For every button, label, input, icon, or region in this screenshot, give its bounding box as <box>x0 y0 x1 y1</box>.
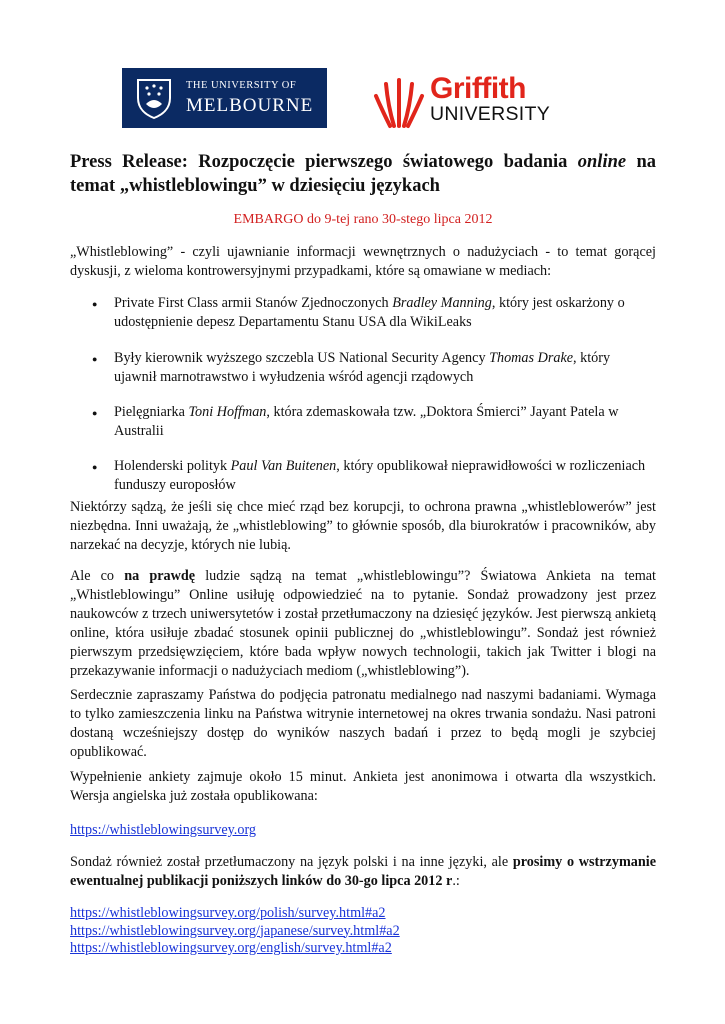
bullet-text: , który ujawnił marnotrawstwo i wyłudzenia wśród agencji rządowych <box>114 350 611 385</box>
intro-paragraph: „Whistleblowing” - czyli ujawnianie informacji wewnętrznych o nadużyciach - to temat gorącej dyskusji, z wieloma kontrowersyjnymi przypadkami, które są omawiane w mediach: <box>70 244 656 279</box>
paragraph-duration: Wypełnienie ankiety zajmuje około 15 minut. Ankieta jest anonimowa i otwarta dla wszystkich. Wersja angielska już została opublikowana: <box>70 769 656 804</box>
griffith-line1: Griffith <box>430 72 526 105</box>
paragraph-opinions: Niektórzy sądzą, że jeśli się chce mieć rząd bez korupcji, to ochrona prawna „whistleblowerów” jest niezbędna. Inni uważają, że „whistleblowing” to głównie sposób, dla biurokratów i pracowników, aby narzekać na decyzje, których nie lubią. <box>70 499 656 553</box>
griffith-line2: UNIVERSITY <box>430 103 551 125</box>
bullet-text: , która zdemaskowała tzw. „Doktora Śmierci” Jayant Patela w Australii <box>114 404 619 439</box>
melbourne-line1: THE UNIVERSITY OF <box>186 80 297 92</box>
bullet-text: , który opublikował nieprawidłowości w rozliczeniach funduszy europosłów <box>114 458 646 493</box>
polish-survey-link[interactable]: https://whistleblowingsurvey.org/polish/survey.html#a2 <box>70 905 386 921</box>
logos <box>122 62 572 132</box>
para5-post: .: <box>452 873 460 889</box>
griffith-flame-icon <box>372 76 426 130</box>
para5-bold: prosimy o wstrzymanie ewentualnej publikacji poniższych linków do 30-go lipca 2012 r <box>70 854 656 889</box>
main-survey-link[interactable]: https://whistleblowingsurvey.org <box>70 822 257 838</box>
page-title <box>70 150 656 198</box>
para5-pre: Sondaż również został przetłumaczony na język polski i na inne języki, ale <box>70 854 513 870</box>
list-item <box>114 294 654 332</box>
paragraph-patronage: Serdecznie zapraszamy Państwa do podjęcia patronatu medialnego nad naszymi badaniami. Wymaga to tylko zamieszczenia linku na Państwa witrynie internetowej na okres trwania sondażu. Nasi patroni dostaną wcześniejszy dostęp do wyników naszych badań i przez to będą mogli je szybciej opublikować. <box>70 687 656 760</box>
bullet-name: Bradley Manning <box>392 295 492 311</box>
bullet-name: Thomas Drake <box>489 350 574 366</box>
bullet-text: Holenderski polityk <box>114 458 231 474</box>
paragraph-survey <box>70 567 656 681</box>
main-link-line <box>70 821 656 840</box>
melbourne-logo <box>122 68 327 128</box>
list-item <box>114 403 654 441</box>
english-survey-link[interactable]: https://whistleblowingsurvey.org/english/survey.html#a2 <box>70 940 392 956</box>
title-part1: Press Release: Rozpoczęcie pierwszego światowego badania <box>70 152 578 172</box>
griffith-logo <box>372 72 572 132</box>
survey-links <box>70 905 656 958</box>
bullet-name: Toni Hoffman <box>188 404 267 420</box>
bullet-text: Pielęgniarka <box>114 404 189 420</box>
paragraph-translation <box>70 853 656 891</box>
crest-icon <box>132 76 176 120</box>
title-italic: online <box>577 152 627 172</box>
para2-post: ludzie sądzą na temat „whistleblowingu”? Światowa Ankieta na temat „Whistleblowingu” Online usiłuję odpowiedzieć na to pytanie. Sondaż prowadzony jest przez naukowców z trzech uniwersytetów i został przetłumaczony na dziesięć języków. Jest pierwszą ankietą online, która usiłuje zbadać stosunek opinii publicznej do „whistleblowingu”. Sondaż jest również pierwszym przedsięwzięciem, które bada wpływ nowych technologii, takich jak Twitter i blogi na przekazywanie informacji o nadużyciach mediom („whistleblowing”). <box>70 568 656 679</box>
list-item <box>114 349 654 387</box>
bullet-name: Paul Van Buitenen <box>230 458 337 474</box>
melbourne-line2: MELBOURNE <box>186 94 314 116</box>
para2-pre: Ale co <box>70 568 125 584</box>
list-item <box>114 457 654 495</box>
bullet-text: Private First Class armii Stanów Zjednoczonych <box>114 295 393 311</box>
para2-bold: na prawdę <box>124 568 196 584</box>
title-part2: na temat „whistleblowingu” w dziesięciu językach <box>70 152 656 196</box>
bullet-text: Były kierownik wyższego szczebla US National Security Agency <box>114 350 490 366</box>
japanese-survey-link[interactable]: https://whistleblowingsurvey.org/japanese/survey.html#a2 <box>70 922 400 939</box>
bullet-text: , który jest oskarżony o udostępnienie depesz Departamentu Stanu USA dla WikiLeaks <box>114 295 625 330</box>
embargo-notice: EMBARGO do 9-tej rano 30-stego lipca 2012 <box>233 212 493 227</box>
